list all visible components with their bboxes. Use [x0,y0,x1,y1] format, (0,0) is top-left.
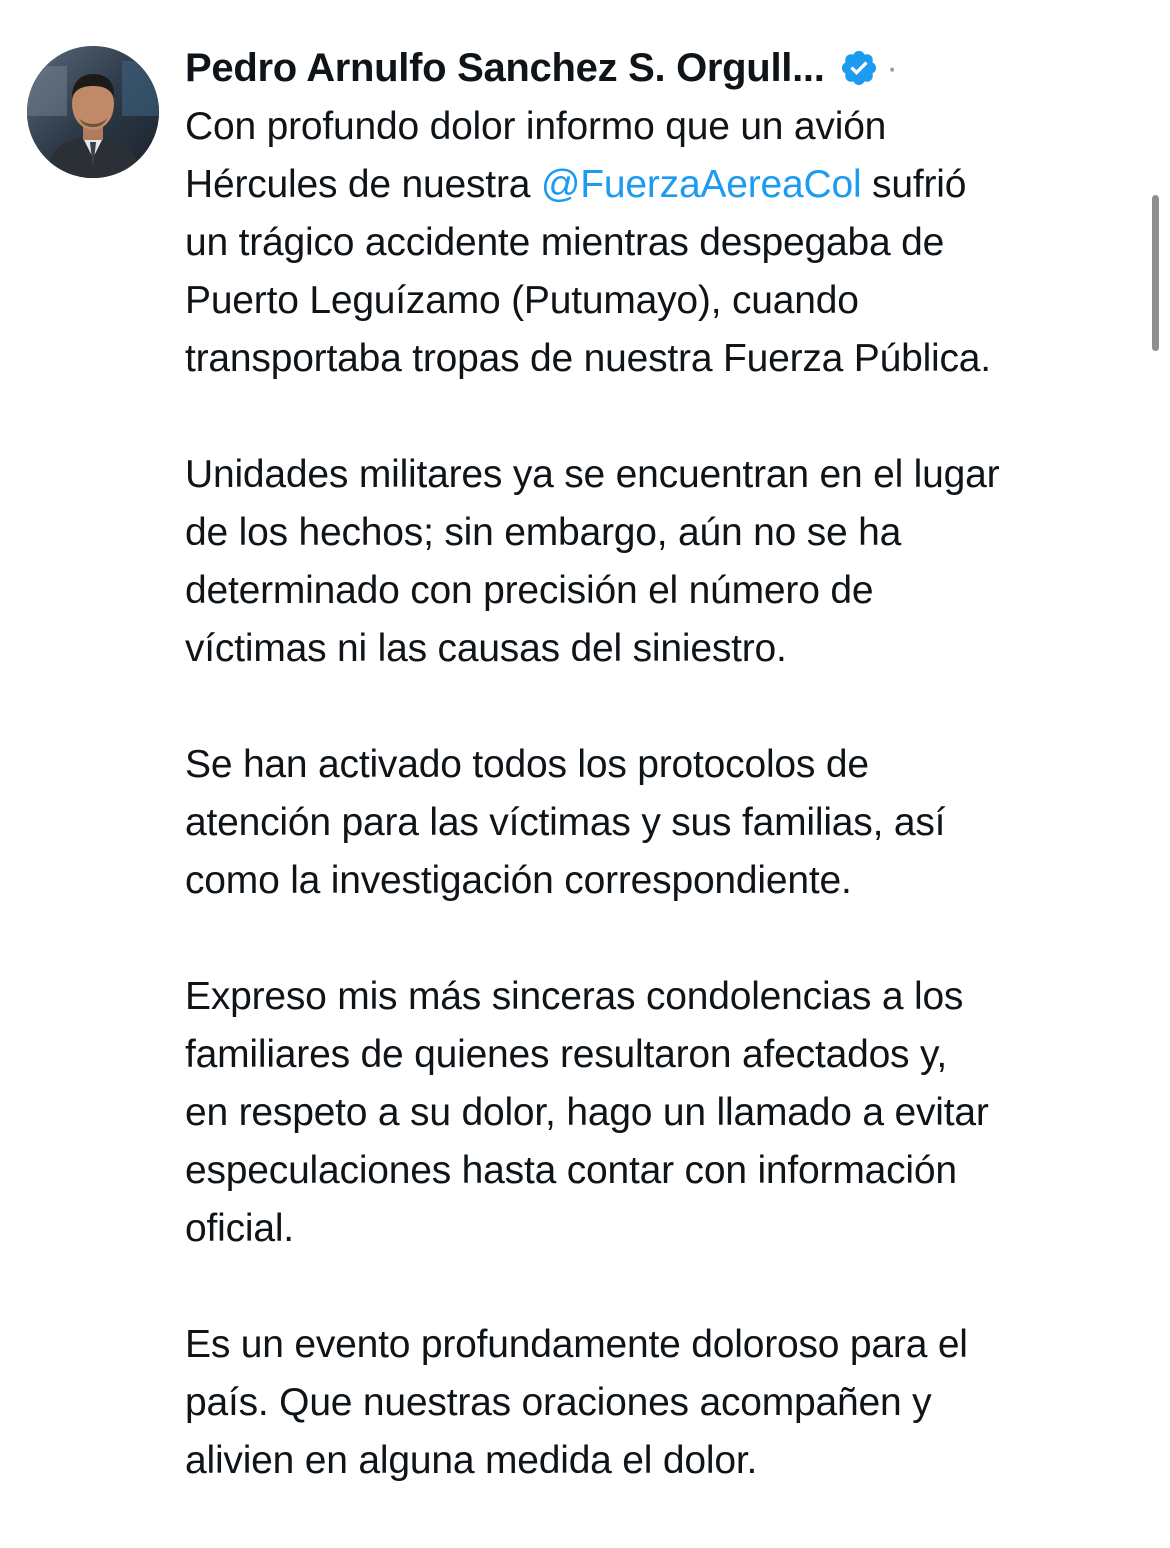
tweet-line: Expreso mis más sinceras condolencias a los [185,975,964,1018]
tweet-line: Unidades militares ya se encuentran en el lugar [185,453,1000,496]
tweet-text [185,98,1145,1548]
tweet-header [185,40,898,96]
tweet-line: especulaciones hasta contar con información [185,1149,957,1192]
tweet-paragraph [185,968,1145,1258]
tweet-paragraph [185,736,1145,910]
tweet-line: un trágico accidente mientras despegaba de [185,221,945,264]
tweet-line: de los hechos; sin embargo, aún no se ha [185,511,902,554]
tweet-line: oficial. [185,1207,294,1250]
tweet-line: determinado con precisión el número de [185,569,874,612]
tweet-line: Se han activado todos los protocolos de [185,743,869,786]
header-separator: · [886,48,898,87]
tweet-text-segment: sufrió [861,163,967,206]
tweet-paragraph [185,446,1145,678]
tweet-paragraph [185,98,1145,388]
tweet-line: Puerto Leguízamo (Putumayo), cuando [185,279,859,322]
tweet-line: en respeto a su dolor, hago un llamado a evitar [185,1091,989,1134]
tweet-line [185,156,1145,214]
tweet-line: familiares de quienes resultaron afectados y, [185,1033,948,1076]
scrollbar[interactable] [1152,195,1159,351]
tweet-line: Es un evento profundamente doloroso para el [185,1323,968,1366]
tweet-line: Con profundo dolor informo que un avión [185,105,887,148]
tweet-line: alivien en alguna medida el dolor. [185,1439,758,1482]
avatar[interactable] [27,46,159,178]
author-name[interactable]: Pedro Arnulfo Sanchez S. Orgull... [185,45,825,90]
tweet-line: país. Que nuestras oraciones acompañen y [185,1381,932,1424]
person-avatar-icon [27,46,159,178]
tweet-line: víctimas ni las causas del siniestro. [185,627,787,670]
tweet-line: transportaba tropas de nuestra Fuerza Pública. [185,337,991,380]
mention-link[interactable]: @FuerzaAereaCol [540,163,862,206]
tweet-text-segment: Hércules de nuestra [185,163,541,206]
tweet-line: atención para las víctimas y sus familias, así [185,801,946,844]
verified-badge-icon[interactable] [839,48,879,88]
tweet-line: como la investigación correspondiente. [185,859,852,902]
tweet-paragraph [185,1316,1145,1490]
